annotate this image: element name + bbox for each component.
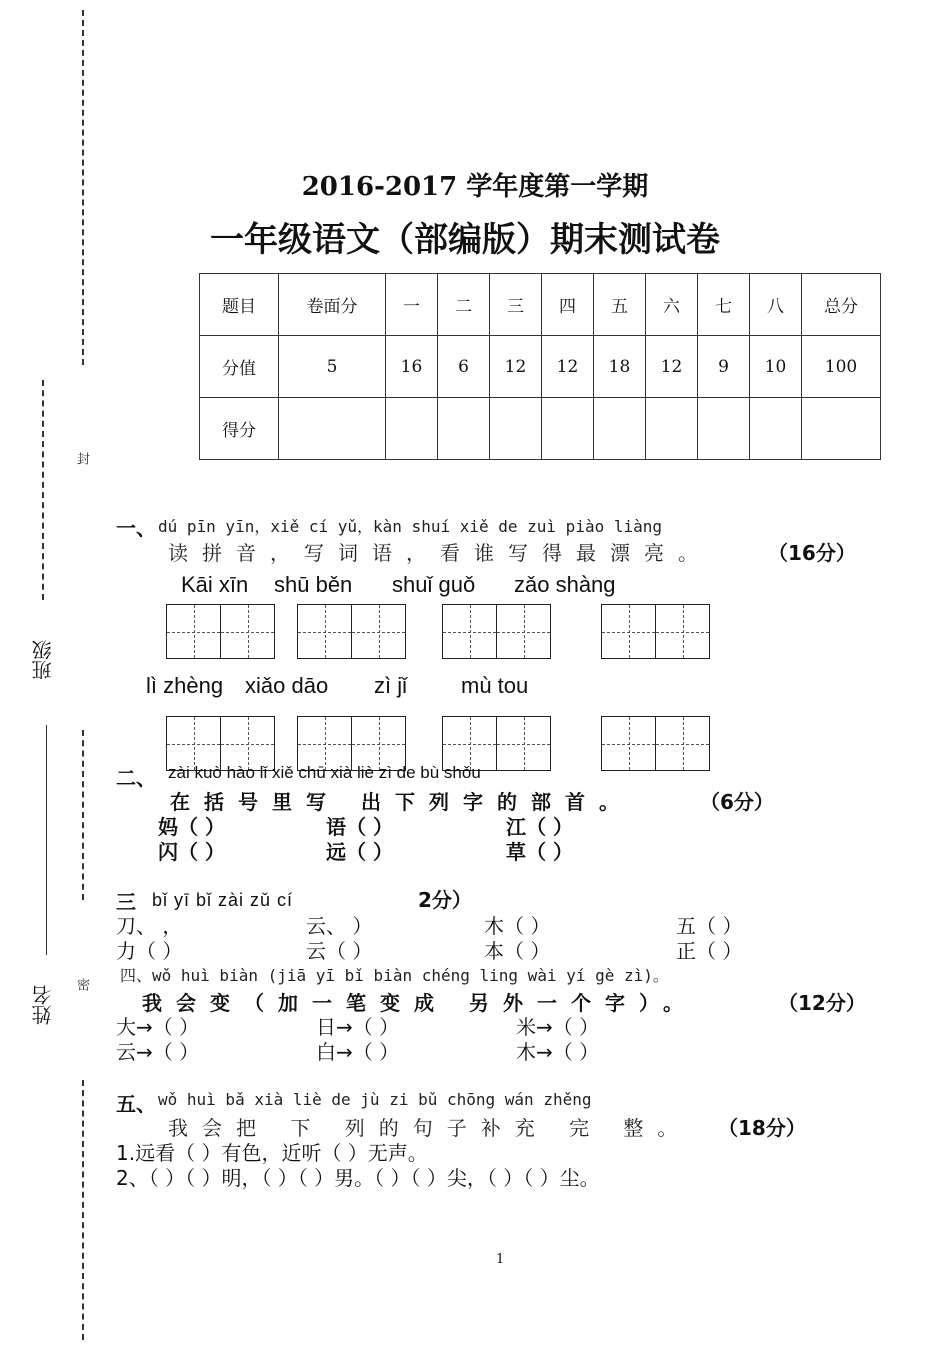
section1-points: （16分） (768, 541, 856, 565)
add-stroke-question[interactable]: 白→（ ） (316, 1040, 400, 1064)
score-input-cell[interactable] (802, 398, 881, 460)
section3-points: 2分） (418, 888, 472, 912)
exam-term-title: 2016-2017 学年度第一学期 (301, 172, 649, 202)
page-number: 1 (496, 1252, 505, 1267)
word-pinyin: xiǎo dāo (245, 673, 329, 698)
writing-box-pair[interactable] (601, 604, 710, 659)
section2-pinyin: zài kuò hào lǐ xiě chū xià liè zì de bù shǒu (168, 763, 481, 782)
section3-number: 三 (116, 890, 136, 914)
compare-question[interactable]: 五（ ） (676, 914, 743, 938)
radical-question[interactable]: 闪（ ） (158, 840, 225, 864)
radical-question[interactable]: 江（ ） (506, 815, 573, 839)
table-cell: 6 (438, 336, 490, 398)
word-pinyin: shū běn (274, 572, 353, 597)
word-pinyin: shuǐ guǒ (392, 572, 476, 597)
score-input-cell[interactable] (750, 398, 802, 460)
table-cell: 五 (594, 274, 646, 336)
name-underline (46, 725, 47, 955)
table-cell: 10 (750, 336, 802, 398)
writing-box-pair[interactable] (601, 716, 710, 771)
table-cell: 9 (698, 336, 750, 398)
score-input-cell[interactable] (594, 398, 646, 460)
section1-pinyin: dú pīn yīn，xiě cí yǔ，kàn shuí xiě de zuì piào liàng (158, 517, 663, 536)
section5-number: 五、 (116, 1092, 156, 1116)
section3-pinyin: bǐ yī bǐ zài zǔ cí (152, 890, 294, 910)
class-label: 班级 (31, 640, 55, 680)
table-cell: 5 (279, 336, 386, 398)
section5-points: （18分） (718, 1116, 806, 1140)
table-cell: 16 (386, 336, 438, 398)
score-input-cell[interactable] (386, 398, 438, 460)
writing-box-pair[interactable] (442, 604, 551, 659)
score-table-values-row (200, 336, 881, 398)
section4-instruction: 我会变（加一笔变成 另外一个字）。 (142, 991, 697, 1015)
table-cell: 得分 (200, 398, 279, 460)
table-cell: 四 (542, 274, 594, 336)
table-cell: 分值 (200, 336, 279, 398)
word-pinyin: zǎo shàng (514, 572, 616, 597)
section4-pinyin: 四、wǒ huì biàn (jiā yī bǐ biàn chéng ling wài yí gè zì)。 (120, 966, 669, 985)
compare-question[interactable]: 力（ ） (116, 939, 183, 963)
table-cell: 题目 (200, 274, 279, 336)
name-label: 姓名 (31, 985, 55, 1025)
compare-question[interactable]: 木（ ） (484, 914, 551, 938)
table-cell: 18 (594, 336, 646, 398)
score-table-header-row (200, 274, 881, 336)
table-cell: 12 (542, 336, 594, 398)
table-cell: 七 (698, 274, 750, 336)
add-stroke-question[interactable]: 米→（ ） (516, 1015, 600, 1039)
section2-points: （6分） (700, 790, 774, 814)
score-input-cell[interactable] (698, 398, 750, 460)
table-cell: 卷面分 (279, 274, 386, 336)
radical-question[interactable]: 远（ ） (326, 840, 393, 864)
score-table (199, 273, 881, 460)
add-stroke-question[interactable]: 木→（ ） (516, 1040, 600, 1064)
score-input-cell[interactable] (490, 398, 542, 460)
radical-question[interactable]: 草（ ） (506, 840, 573, 864)
section2-number: 二、 (116, 766, 156, 790)
compare-question[interactable]: 正（ ） (676, 939, 743, 963)
radical-question[interactable]: 语（ ） (326, 815, 393, 839)
word-pinyin: zì jǐ (374, 673, 407, 698)
add-stroke-question[interactable]: 大→（ ） (116, 1015, 200, 1039)
sentence-question[interactable]: 2、（ ）（ ）明，（ ）（ ）男。（ ）（ ）尖，（ ）（ ）尘。 (116, 1166, 600, 1190)
binding-dashed-line-bottom (82, 1080, 84, 1340)
compare-question[interactable]: 刀、 ， (116, 914, 183, 938)
section2-instruction: 在括号里写 出下列字的部首。 (170, 790, 633, 814)
word-pinyin: lì zhèng (146, 673, 224, 698)
table-cell: 六 (646, 274, 698, 336)
radical-question[interactable]: 妈（ ） (158, 815, 225, 839)
section4-points: （12分） (778, 991, 866, 1015)
table-cell: 一 (386, 274, 438, 336)
score-input-cell[interactable] (646, 398, 698, 460)
table-cell: 总分 (802, 274, 881, 336)
score-table-score-row (200, 398, 881, 460)
table-cell: 100 (802, 336, 881, 398)
section1-number: 一、 (116, 516, 156, 540)
seal-mi-mark: 密 (74, 978, 89, 991)
word-pinyin: mù tou (461, 673, 529, 698)
table-cell: 八 (750, 274, 802, 336)
add-stroke-question[interactable]: 日→（ ） (316, 1015, 400, 1039)
writing-box-pair[interactable] (166, 604, 275, 659)
table-cell: 12 (646, 336, 698, 398)
table-cell: 12 (490, 336, 542, 398)
writing-box-pair[interactable] (297, 604, 406, 659)
score-input-cell[interactable] (438, 398, 490, 460)
score-input-cell[interactable] (542, 398, 594, 460)
compare-question[interactable]: 云、 ） (306, 914, 373, 938)
sentence-question[interactable]: 1.远看（ ）有色，近听（ ）无声。 (116, 1141, 428, 1165)
word-pinyin: Kāi xīn (181, 572, 249, 597)
add-stroke-question[interactable]: 云→（ ） (116, 1040, 200, 1064)
section5-instruction: 我会把 下 列的句子补充 完 整。 (168, 1116, 692, 1140)
compare-question[interactable]: 本（ ） (484, 939, 551, 963)
compare-question[interactable]: 云（ ） (306, 939, 373, 963)
section5-pinyin: wǒ huì bǎ xià liè de jù zi bǔ chōng wán zhěng (158, 1090, 592, 1109)
class-underline-dashed (42, 380, 44, 600)
seal-feng-mark: 封 (74, 452, 89, 465)
binding-dashed-line-middle (82, 730, 84, 900)
exam-main-title: 一年级语文（部编版）期末测试卷 (210, 220, 720, 260)
table-cell: 三 (490, 274, 542, 336)
score-input-cell[interactable] (279, 398, 386, 460)
section1-instruction: 读拼音，写词语，看谁写得最漂亮。 (168, 541, 712, 565)
table-cell: 二 (438, 274, 490, 336)
